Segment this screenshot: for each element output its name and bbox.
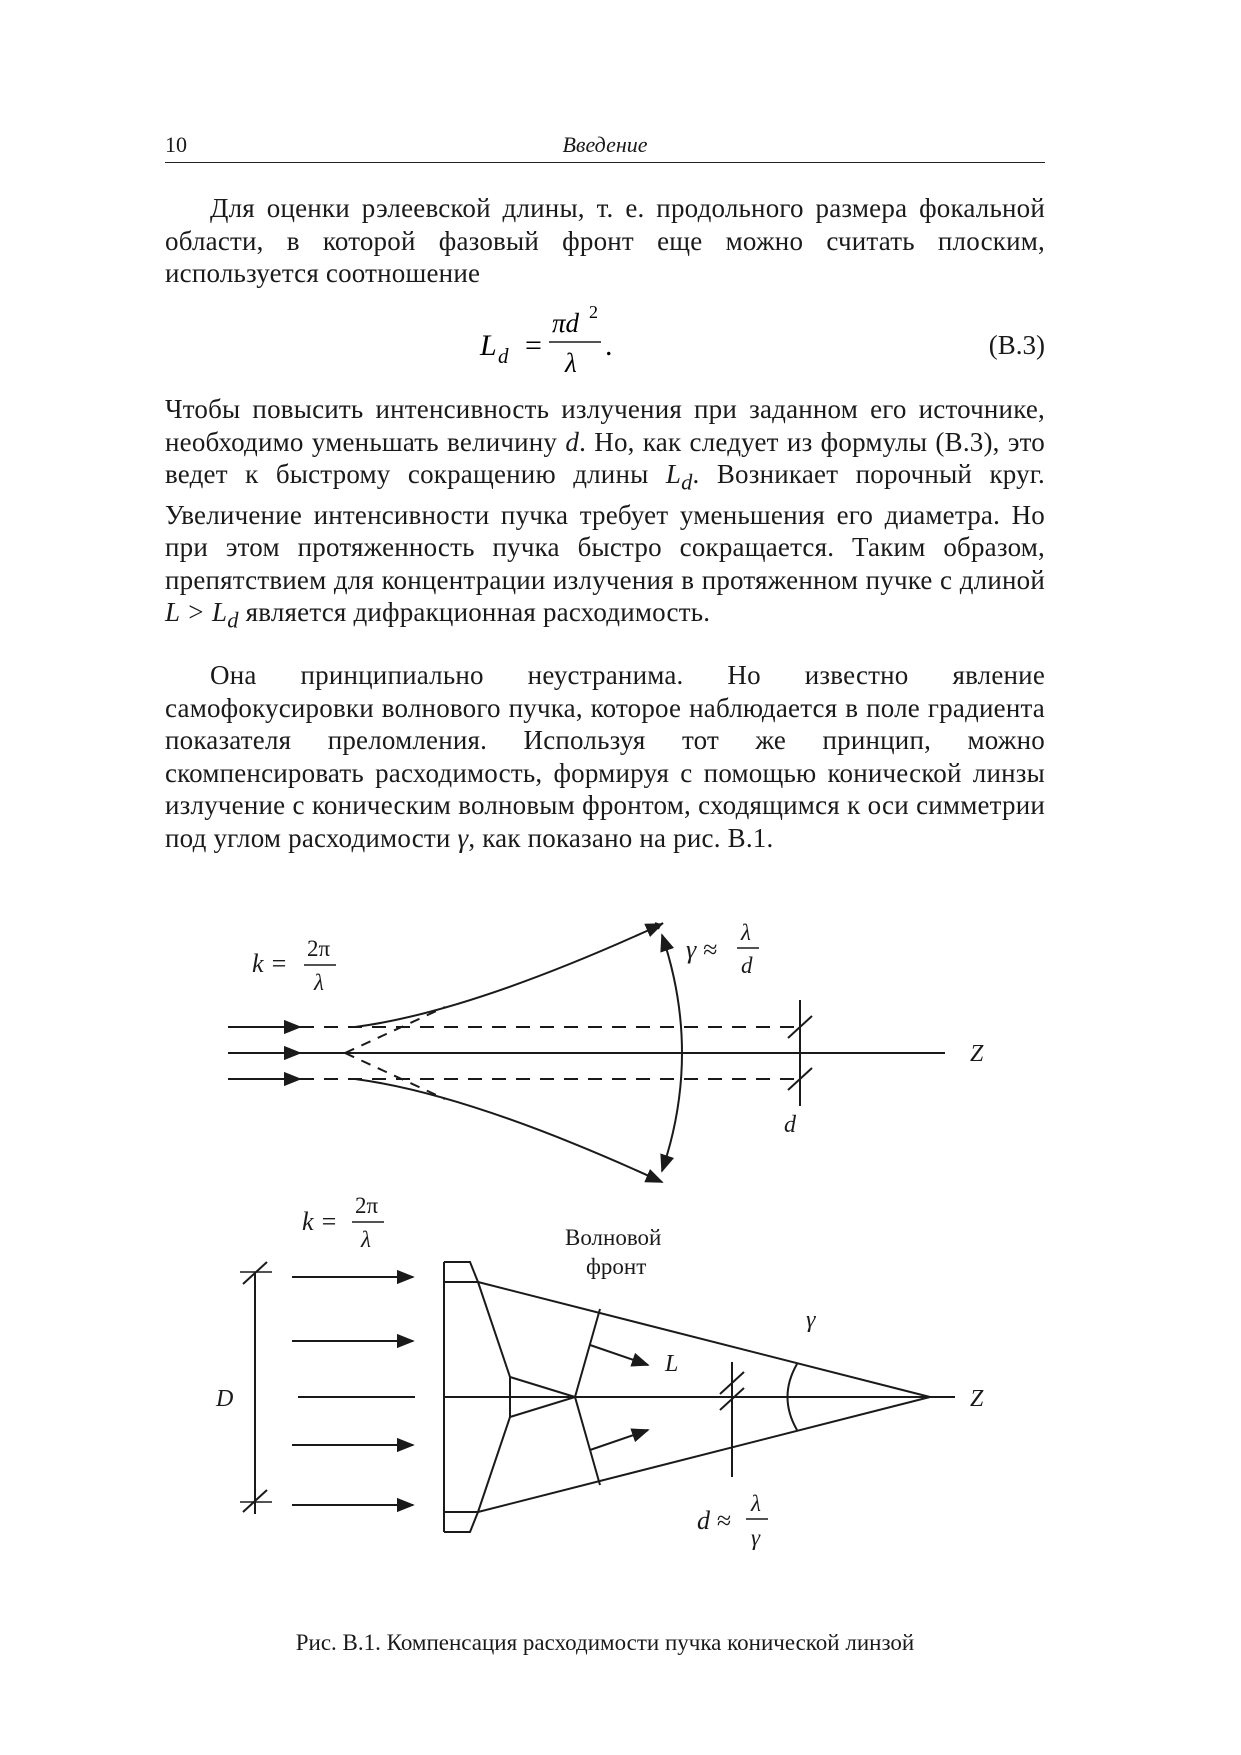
bottom-k-num: 2π: [355, 1193, 379, 1218]
lens-face-upper: [478, 1282, 510, 1377]
bottom-gamma-label: γ: [806, 1307, 816, 1333]
p3-var-gamma: γ: [457, 822, 469, 853]
p2-part-e: является дифракционная расходимость.: [245, 597, 711, 628]
p3-part-b: , как показано на рис. В.1.: [468, 822, 774, 853]
bottom-k-text: k =: [302, 1207, 338, 1236]
top-divergent-arrow-lower: [655, 1179, 662, 1182]
p2-condition: L > L: [165, 597, 228, 628]
equation-label: (В.3): [988, 330, 1045, 360]
wavefront-label-line2: фронт: [586, 1254, 647, 1279]
figure-bottom-diagram: [215, 1193, 984, 1550]
page-number: 10: [165, 132, 187, 157]
p2-var-d: d: [565, 426, 580, 457]
lens-bottom-rim: [444, 1512, 478, 1532]
wavefront-arrow-upper: [590, 1345, 648, 1365]
top-gamma-num: λ: [741, 920, 751, 945]
lens-top-rim: [444, 1262, 478, 1282]
figure-caption: Рис. В.1. Компенсация расходимости пучка конической линзой: [295, 1630, 915, 1655]
eq-denominator: λ: [565, 348, 577, 378]
eq-period: .: [605, 329, 613, 362]
p2-part-a: Чтобы повысить интенсивность излучения при заданном его источнике, необходимо уменьшать величину: [165, 394, 1045, 457]
paragraph-1-text: Для оценки рэлеевской длины, т. е. продольного размера фокальной области, в которой фазовый фронт еще можно считать плоским, используется соотношение: [165, 193, 1045, 288]
bottom-ray-inner-lower: [510, 1397, 575, 1417]
top-k-den: λ: [314, 970, 324, 995]
top-divergent-curve-upper: [355, 925, 660, 1027]
eq-numerator: πd: [552, 308, 580, 338]
bottom-ray-outer-lower: [478, 1397, 930, 1512]
wavefront-arrow-lower: [590, 1430, 648, 1450]
figure-top-diagram: [228, 920, 984, 1182]
eq-lhs: L: [480, 329, 497, 362]
bottom-d-text: d ≈: [697, 1506, 731, 1535]
bottom-D-label: D: [216, 1386, 234, 1412]
p2-var-L-sub: d: [681, 469, 693, 495]
eq-lhs-sub: d: [498, 344, 509, 368]
top-dashed-cone-lower: [345, 1053, 445, 1099]
eq-numerator-sup: 2: [589, 302, 598, 322]
top-dashed-cone-upper: [345, 1007, 445, 1053]
p2-part-c: . Возникает порочный круг. Увеличение интенсивности пучка требует уменьшения его диаметра. Но при этом протяженность пучка быстро сокращается. Таким образом, препятствием для концентрации излучения в протяженном пучке с длиной: [165, 459, 1045, 595]
bottom-ray-inner-upper: [510, 1377, 575, 1397]
p2-part-b: . Но, как следует из формулы (В.3), это ведет к быстрому сокращению длины: [165, 426, 1045, 489]
top-d-label: d: [784, 1112, 796, 1138]
eq-equals: =: [525, 329, 542, 362]
bottom-d-den: γ: [751, 1525, 761, 1550]
top-gamma-den: d: [741, 953, 753, 978]
p3-part-a: Она принципиально неустранима. Но известно явление самофокусировки волнового пучка, которое наблюдается в поле градиента показателя преломления. Используя тот же принцип, можно скомпенсировать расходимость, формируя с помощью конической линзы излучение с коническим волновым фронтом, сходящимся к оси симметрии под углом расходимости: [165, 660, 1045, 853]
top-divergent-curve-lower: [355, 1079, 660, 1181]
top-k-num: 2π: [307, 936, 331, 961]
bottom-d-num: λ: [751, 1491, 761, 1516]
p2-condition-sub: d: [227, 607, 239, 633]
running-head: Введение: [562, 132, 648, 157]
lens-face-lower: [478, 1417, 510, 1512]
bottom-L-label: L: [665, 1351, 679, 1377]
bottom-k-den: λ: [361, 1227, 371, 1252]
top-gamma-text: γ ≈: [686, 935, 718, 964]
wavefront-label-line1: Волновой: [565, 1225, 662, 1250]
p2-var-L: L: [665, 459, 682, 489]
top-z-label: Z: [970, 1041, 984, 1067]
bottom-ray-outer-upper: [478, 1282, 930, 1397]
top-k-text: k =: [252, 949, 288, 978]
bottom-z-label: Z: [970, 1386, 984, 1412]
